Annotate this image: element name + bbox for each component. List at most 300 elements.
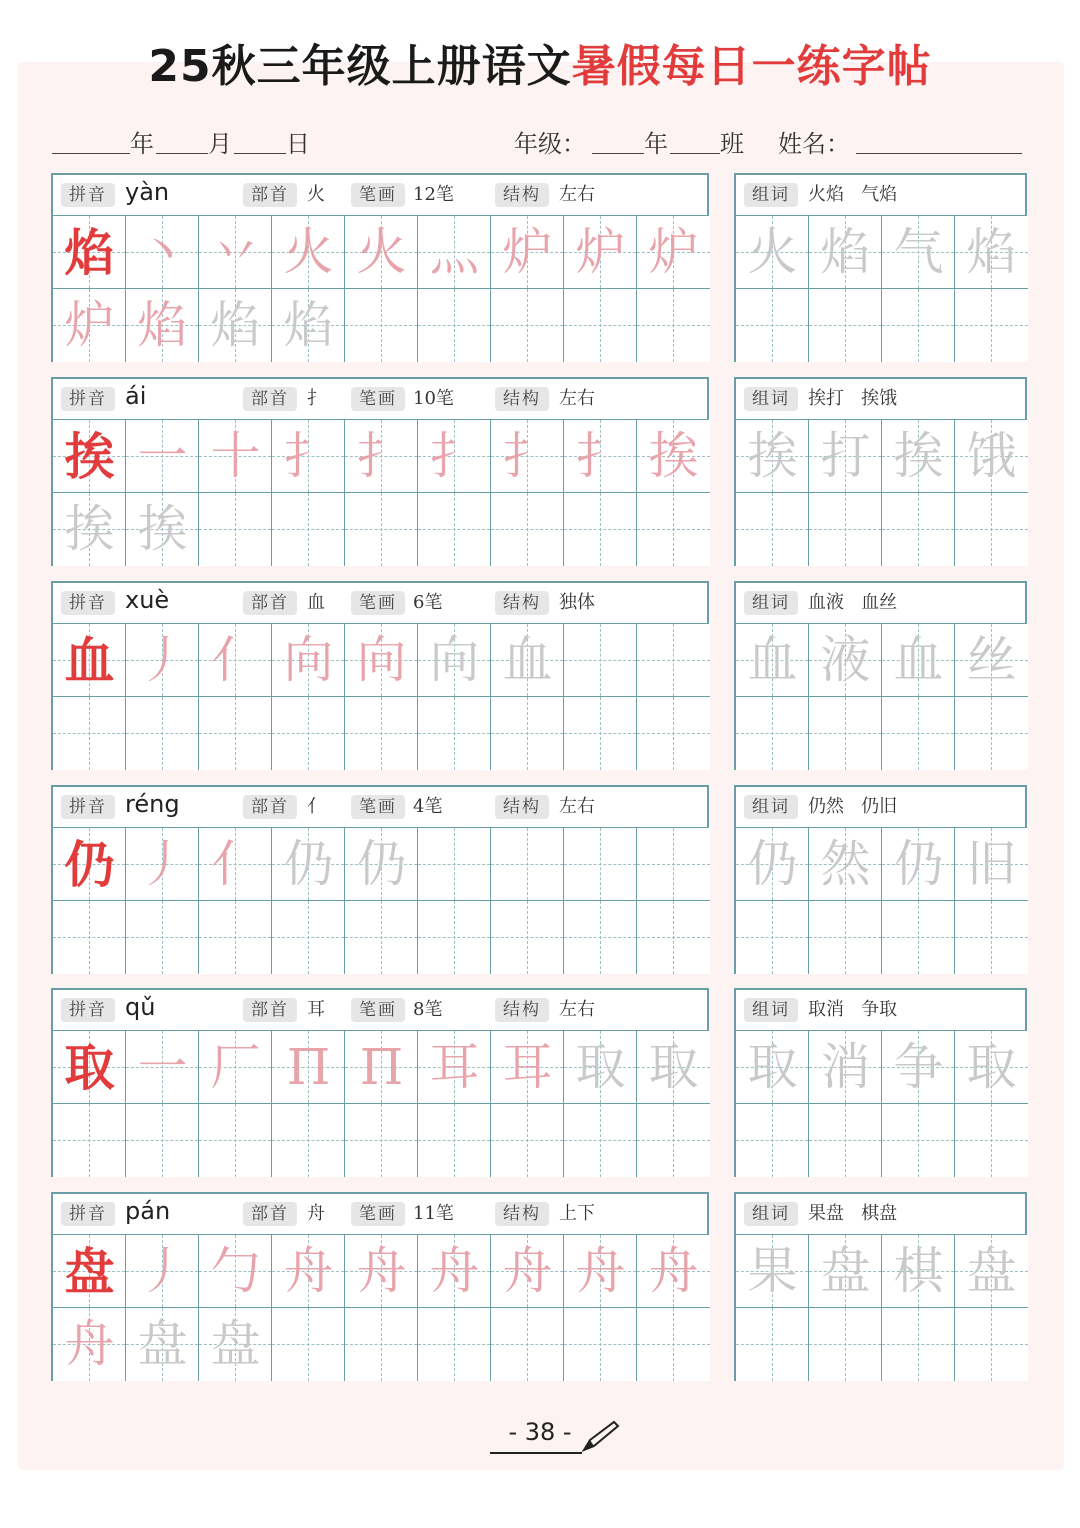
word-writing-cell[interactable] — [809, 1104, 882, 1177]
student-info-row — [0, 120, 1080, 160]
words-value: 果盘 棋盘 — [808, 1203, 898, 1224]
word-writing-cell[interactable] — [955, 901, 1028, 974]
writing-cell[interactable] — [637, 420, 710, 493]
stroke-step-character: 盘 — [210, 1315, 261, 1373]
pinyin-value: yàn — [125, 178, 170, 206]
strokes-value: 10笔 — [413, 388, 454, 409]
writing-cell[interactable] — [491, 420, 564, 493]
writing-cell[interactable] — [126, 216, 199, 289]
stroke-step-character: 舟 — [283, 1242, 334, 1300]
writing-cell[interactable] — [199, 420, 272, 493]
word-trace-character: 打 — [820, 427, 871, 485]
character-panel — [51, 1192, 709, 1381]
stroke-step-character: 丶 — [137, 223, 188, 281]
structure-value: 左右 — [559, 184, 595, 205]
word-writing-cell[interactable] — [736, 420, 809, 493]
writing-cell[interactable] — [637, 828, 710, 901]
stroke-step-character: 丿 — [137, 1242, 188, 1300]
model-character: 焰 — [64, 223, 115, 282]
writing-cell[interactable] — [491, 901, 564, 974]
writing-cell[interactable] — [637, 216, 710, 289]
word-writing-cell[interactable] — [955, 289, 1028, 362]
writing-cell[interactable] — [491, 1104, 564, 1177]
writing-cell[interactable] — [53, 697, 126, 770]
word-writing-cell[interactable] — [955, 1031, 1028, 1104]
stroke-step-character: 盘 — [137, 1315, 188, 1373]
writing-cell[interactable] — [637, 901, 710, 974]
writing-cell[interactable] — [272, 216, 345, 289]
stroke-step-character: 炉 — [575, 223, 626, 281]
pinyin-tag: 拼音 — [61, 795, 115, 819]
words-panel — [734, 377, 1027, 566]
character-panel — [51, 988, 709, 1177]
word-trace-character: 仍 — [747, 835, 798, 893]
stroke-step-character: 挨 — [137, 500, 188, 558]
word-writing-cell[interactable] — [736, 1308, 809, 1381]
writing-cell[interactable] — [564, 1235, 637, 1308]
structure-value: 左右 — [559, 388, 595, 409]
word-writing-cell[interactable] — [955, 420, 1028, 493]
writing-cell[interactable] — [199, 697, 272, 770]
word-writing-cell[interactable] — [882, 901, 955, 974]
word-writing-cell[interactable] — [809, 1031, 882, 1104]
radical-tag: 部首 — [243, 795, 297, 819]
words-header — [736, 583, 1025, 624]
writing-cell[interactable] — [126, 1308, 199, 1381]
writing-cell[interactable] — [637, 289, 710, 362]
radical-tag: 部首 — [243, 387, 297, 411]
writing-cell[interactable] — [637, 1104, 710, 1177]
writing-cell[interactable] — [126, 1104, 199, 1177]
writing-cell[interactable] — [272, 420, 345, 493]
writing-cell[interactable] — [418, 216, 491, 289]
practice-block — [0, 785, 1080, 975]
words-header — [736, 787, 1025, 828]
writing-cell[interactable] — [345, 1235, 418, 1308]
writing-cell[interactable] — [126, 493, 199, 566]
practice-block — [0, 581, 1080, 771]
writing-cell[interactable] — [491, 697, 564, 770]
writing-cell[interactable] — [272, 697, 345, 770]
stroke-step-character: 火 — [356, 223, 407, 281]
practice-block — [0, 988, 1080, 1178]
word-writing-cell[interactable] — [955, 216, 1028, 289]
day-blank[interactable] — [234, 153, 286, 154]
class-blank[interactable] — [670, 153, 720, 154]
stroke-step-character: 仍 — [283, 835, 334, 893]
writing-cell[interactable] — [564, 1104, 637, 1177]
radical-value: 血 — [307, 592, 325, 613]
writing-cell[interactable] — [199, 1308, 272, 1381]
writing-cell[interactable] — [418, 901, 491, 974]
writing-cell[interactable] — [199, 901, 272, 974]
word-writing-cell[interactable] — [882, 420, 955, 493]
structure-value: 独体 — [559, 592, 595, 613]
word-writing-cell[interactable] — [809, 1235, 882, 1308]
radical-value: 舟 — [307, 1203, 325, 1224]
stroke-step-character: 扌 — [356, 427, 407, 485]
structure-value: 左右 — [559, 999, 595, 1020]
character-panel — [51, 377, 709, 566]
writing-cell[interactable] — [418, 289, 491, 362]
writing-cell[interactable] — [272, 1235, 345, 1308]
name-label: 姓名： — [778, 130, 850, 158]
writing-cell[interactable] — [199, 289, 272, 362]
writing-cell[interactable] — [199, 1104, 272, 1177]
word-writing-cell[interactable] — [736, 697, 809, 770]
structure-tag: 结构 — [495, 183, 549, 207]
word-trace-character: 仍 — [893, 835, 944, 893]
radical-value: 亻 — [307, 796, 325, 817]
word-writing-cell[interactable] — [736, 624, 809, 697]
word-trace-character: 血 — [747, 631, 798, 689]
words-panel — [734, 785, 1027, 974]
radical-tag: 部首 — [243, 1202, 297, 1226]
stroke-step-character: 勹 — [210, 1242, 261, 1300]
words-header — [736, 379, 1025, 420]
word-writing-cell[interactable] — [809, 901, 882, 974]
title-main: 25秋三年级上册语文 — [148, 41, 572, 92]
writing-cell[interactable] — [272, 624, 345, 697]
practice-block — [0, 173, 1080, 363]
writing-cell[interactable] — [491, 1308, 564, 1381]
word-trace-character: 饿 — [966, 427, 1017, 485]
writing-cell[interactable] — [637, 697, 710, 770]
words-panel — [734, 1192, 1027, 1381]
words-panel — [734, 988, 1027, 1177]
word-trace-character: 消 — [820, 1038, 871, 1096]
writing-cell[interactable] — [199, 1031, 272, 1104]
pinyin-tag: 拼音 — [61, 183, 115, 207]
writing-cell[interactable] — [199, 493, 272, 566]
stroke-step-character: 一 — [137, 427, 188, 485]
stroke-step-character: 厂 — [210, 1038, 261, 1096]
word-writing-cell[interactable] — [882, 697, 955, 770]
word-writing-cell[interactable] — [809, 216, 882, 289]
radical-tag: 部首 — [243, 998, 297, 1022]
stroke-step-character: 舟 — [356, 1242, 407, 1300]
words-header — [736, 1194, 1025, 1235]
word-writing-cell[interactable] — [809, 624, 882, 697]
writing-cell[interactable] — [491, 216, 564, 289]
writing-cell[interactable] — [564, 1308, 637, 1381]
stroke-step-character: 丷 — [210, 223, 261, 281]
word-writing-cell[interactable] — [809, 289, 882, 362]
writing-cell[interactable] — [491, 828, 564, 901]
writing-cell[interactable] — [564, 828, 637, 901]
pen-icon — [580, 1418, 622, 1454]
writing-cell[interactable] — [272, 493, 345, 566]
word-trace-character: 取 — [747, 1038, 798, 1096]
writing-cell[interactable] — [345, 420, 418, 493]
stroke-step-character: 挨 — [648, 427, 699, 485]
writing-cell[interactable] — [491, 1235, 564, 1308]
writing-cell[interactable] — [564, 493, 637, 566]
writing-cell[interactable] — [272, 289, 345, 362]
model-character: 仍 — [64, 835, 115, 894]
writing-cell[interactable] — [418, 1104, 491, 1177]
stroke-step-character: 亻 — [210, 835, 261, 893]
writing-cell[interactable] — [53, 1308, 126, 1381]
writing-cell[interactable] — [345, 493, 418, 566]
character-info-header — [53, 175, 707, 216]
year-label: 年 — [130, 130, 154, 158]
writing-cell[interactable] — [126, 1031, 199, 1104]
writing-cell[interactable] — [418, 493, 491, 566]
word-writing-cell[interactable] — [809, 697, 882, 770]
writing-cell[interactable] — [199, 216, 272, 289]
writing-cell[interactable] — [126, 624, 199, 697]
structure-tag: 结构 — [495, 795, 549, 819]
stroke-step-character: Π — [359, 1038, 404, 1096]
writing-cell[interactable] — [418, 624, 491, 697]
word-writing-cell[interactable] — [882, 1308, 955, 1381]
writing-cell[interactable] — [345, 828, 418, 901]
writing-cell[interactable] — [345, 1104, 418, 1177]
character-panel — [51, 785, 709, 974]
name-blank[interactable] — [856, 153, 1022, 154]
writing-cell[interactable] — [564, 1031, 637, 1104]
writing-cell[interactable] — [53, 901, 126, 974]
character-info-header — [53, 990, 707, 1031]
class-label: 班 — [720, 130, 744, 158]
writing-cell[interactable] — [53, 493, 126, 566]
word-writing-cell[interactable] — [955, 697, 1028, 770]
writing-cell[interactable] — [491, 1031, 564, 1104]
word-writing-cell[interactable] — [955, 828, 1028, 901]
writing-cell[interactable] — [418, 828, 491, 901]
writing-cell[interactable] — [491, 289, 564, 362]
writing-cell[interactable] — [564, 697, 637, 770]
writing-cell[interactable] — [272, 828, 345, 901]
character-panel — [51, 581, 709, 770]
stroke-step-character: 一 — [137, 1038, 188, 1096]
model-character: 挨 — [64, 427, 115, 486]
word-writing-cell[interactable] — [809, 1308, 882, 1381]
stroke-step-character: 仍 — [356, 835, 407, 893]
word-writing-cell[interactable] — [809, 420, 882, 493]
structure-tag: 结构 — [495, 998, 549, 1022]
writing-cell[interactable] — [199, 1235, 272, 1308]
writing-cell[interactable] — [53, 828, 126, 901]
word-trace-character: 盘 — [820, 1242, 871, 1300]
word-writing-cell[interactable] — [882, 1235, 955, 1308]
strokes-value: 12笔 — [413, 184, 454, 205]
writing-cell[interactable] — [345, 697, 418, 770]
pinyin-value: xuè — [125, 586, 170, 614]
writing-cell[interactable] — [491, 624, 564, 697]
page-number: - 38 - — [508, 1418, 572, 1446]
stroke-step-character: 丿 — [137, 835, 188, 893]
word-writing-cell[interactable] — [736, 1235, 809, 1308]
writing-cell[interactable] — [272, 1104, 345, 1177]
practice-block — [0, 377, 1080, 567]
word-writing-cell[interactable] — [736, 216, 809, 289]
writing-cell[interactable] — [418, 1031, 491, 1104]
writing-cell[interactable] — [53, 216, 126, 289]
structure-tag: 结构 — [495, 387, 549, 411]
word-writing-cell[interactable] — [736, 493, 809, 566]
title-highlight: 暑假每日一练字帖 — [571, 41, 932, 92]
word-writing-cell[interactable] — [736, 828, 809, 901]
writing-cell[interactable] — [564, 420, 637, 493]
word-writing-cell[interactable] — [809, 493, 882, 566]
word-writing-cell[interactable] — [882, 493, 955, 566]
writing-cell[interactable] — [418, 1235, 491, 1308]
writing-cell[interactable] — [53, 289, 126, 362]
writing-cell[interactable] — [345, 1308, 418, 1381]
words-value: 血液 血丝 — [808, 592, 898, 613]
writing-cell[interactable] — [272, 1308, 345, 1381]
practice-block — [0, 1192, 1080, 1382]
words-value: 取消 争取 — [808, 999, 898, 1020]
pinyin-tag: 拼音 — [61, 1202, 115, 1226]
word-writing-cell[interactable] — [955, 1104, 1028, 1177]
year-blank[interactable] — [52, 153, 130, 154]
structure-value: 左右 — [559, 796, 595, 817]
stroke-step-character: 炉 — [64, 296, 115, 354]
words-tag: 组词 — [744, 998, 798, 1022]
word-writing-cell[interactable] — [955, 1308, 1028, 1381]
writing-cell[interactable] — [345, 624, 418, 697]
words-value: 火焰 气焰 — [808, 184, 898, 205]
stroke-step-character: 焰 — [283, 296, 334, 354]
writing-cell[interactable] — [199, 624, 272, 697]
model-character: 盘 — [64, 1242, 115, 1301]
writing-cell[interactable] — [637, 1308, 710, 1381]
writing-cell[interactable] — [564, 216, 637, 289]
word-writing-cell[interactable] — [882, 828, 955, 901]
stroke-step-character: 炉 — [502, 223, 553, 281]
strokes-tag: 笔画 — [351, 387, 405, 411]
stroke-step-character: 取 — [648, 1038, 699, 1096]
strokes-value: 6笔 — [413, 592, 443, 613]
word-trace-character: 血 — [893, 631, 944, 689]
word-writing-cell[interactable] — [736, 1031, 809, 1104]
writing-cell[interactable] — [126, 697, 199, 770]
stroke-step-character: 扌 — [575, 427, 626, 485]
word-trace-character: 气 — [893, 223, 944, 281]
word-writing-cell[interactable] — [736, 289, 809, 362]
writing-cell[interactable] — [53, 420, 126, 493]
word-trace-character: 液 — [820, 631, 871, 689]
writing-cell[interactable] — [272, 1031, 345, 1104]
word-writing-cell[interactable] — [955, 624, 1028, 697]
word-trace-character: 果 — [747, 1242, 798, 1300]
word-writing-cell[interactable] — [882, 1031, 955, 1104]
words-tag: 组词 — [744, 591, 798, 615]
word-writing-cell[interactable] — [736, 1104, 809, 1177]
month-blank[interactable] — [156, 153, 208, 154]
word-writing-cell[interactable] — [736, 901, 809, 974]
strokes-value: 8笔 — [413, 999, 443, 1020]
words-header — [736, 990, 1025, 1031]
writing-cell[interactable] — [491, 493, 564, 566]
grade-blank[interactable] — [592, 153, 644, 154]
stroke-step-character: 舟 — [502, 1242, 553, 1300]
stroke-step-character: 血 — [502, 631, 553, 689]
stroke-step-character: 炉 — [648, 223, 699, 281]
writing-cell[interactable] — [345, 901, 418, 974]
writing-cell[interactable] — [637, 624, 710, 697]
character-info-header — [53, 379, 707, 420]
writing-cell[interactable] — [345, 289, 418, 362]
writing-cell[interactable] — [564, 289, 637, 362]
writing-cell[interactable] — [126, 1235, 199, 1308]
word-writing-cell[interactable] — [882, 1104, 955, 1177]
writing-cell[interactable] — [53, 1104, 126, 1177]
writing-cell[interactable] — [199, 828, 272, 901]
word-writing-cell[interactable] — [882, 289, 955, 362]
strokes-tag: 笔画 — [351, 591, 405, 615]
words-header — [736, 175, 1025, 216]
word-writing-cell[interactable] — [955, 1235, 1028, 1308]
writing-cell[interactable] — [637, 1235, 710, 1308]
pinyin-tag: 拼音 — [61, 387, 115, 411]
word-writing-cell[interactable] — [809, 828, 882, 901]
pinyin-tag: 拼音 — [61, 998, 115, 1022]
word-trace-character: 焰 — [820, 223, 871, 281]
word-trace-character: 然 — [820, 835, 871, 893]
writing-cell[interactable] — [272, 901, 345, 974]
words-tag: 组词 — [744, 183, 798, 207]
writing-cell[interactable] — [126, 420, 199, 493]
word-trace-character: 挨 — [893, 427, 944, 485]
writing-cell[interactable] — [637, 493, 710, 566]
writing-cell[interactable] — [53, 1031, 126, 1104]
writing-cell[interactable] — [126, 828, 199, 901]
words-tag: 组词 — [744, 795, 798, 819]
radical-value: 扌 — [307, 388, 325, 409]
stroke-step-character: 扌 — [283, 427, 334, 485]
stroke-step-character: 舟 — [648, 1242, 699, 1300]
model-character: 血 — [64, 631, 115, 690]
writing-cell[interactable] — [418, 697, 491, 770]
character-info-header — [53, 583, 707, 624]
writing-cell[interactable] — [418, 1308, 491, 1381]
writing-cell[interactable] — [345, 216, 418, 289]
strokes-value: 4笔 — [413, 796, 443, 817]
day-label: 日 — [286, 130, 310, 158]
stroke-step-character: 耳 — [502, 1038, 553, 1096]
writing-cell[interactable] — [53, 624, 126, 697]
stroke-step-character: 焰 — [210, 296, 261, 354]
stroke-step-character: 向 — [283, 631, 334, 689]
writing-cell[interactable] — [126, 289, 199, 362]
page-title — [0, 30, 1080, 94]
writing-cell[interactable] — [564, 901, 637, 974]
radical-value: 火 — [307, 184, 325, 205]
word-writing-cell[interactable] — [882, 624, 955, 697]
writing-cell[interactable] — [564, 624, 637, 697]
pinyin-value: réng — [125, 790, 180, 818]
words-panel — [734, 173, 1027, 362]
stroke-step-character: 舟 — [429, 1242, 480, 1300]
strokes-value: 11笔 — [413, 1203, 454, 1224]
structure-value: 上下 — [559, 1203, 595, 1224]
word-trace-character: 丝 — [966, 631, 1017, 689]
writing-cell[interactable] — [53, 1235, 126, 1308]
word-writing-cell[interactable] — [955, 493, 1028, 566]
character-panel — [51, 173, 709, 362]
strokes-tag: 笔画 — [351, 795, 405, 819]
word-trace-character: 争 — [893, 1038, 944, 1096]
writing-cell[interactable] — [418, 420, 491, 493]
writing-cell[interactable] — [126, 901, 199, 974]
writing-cell[interactable] — [345, 1031, 418, 1104]
writing-cell[interactable] — [637, 1031, 710, 1104]
word-writing-cell[interactable] — [882, 216, 955, 289]
